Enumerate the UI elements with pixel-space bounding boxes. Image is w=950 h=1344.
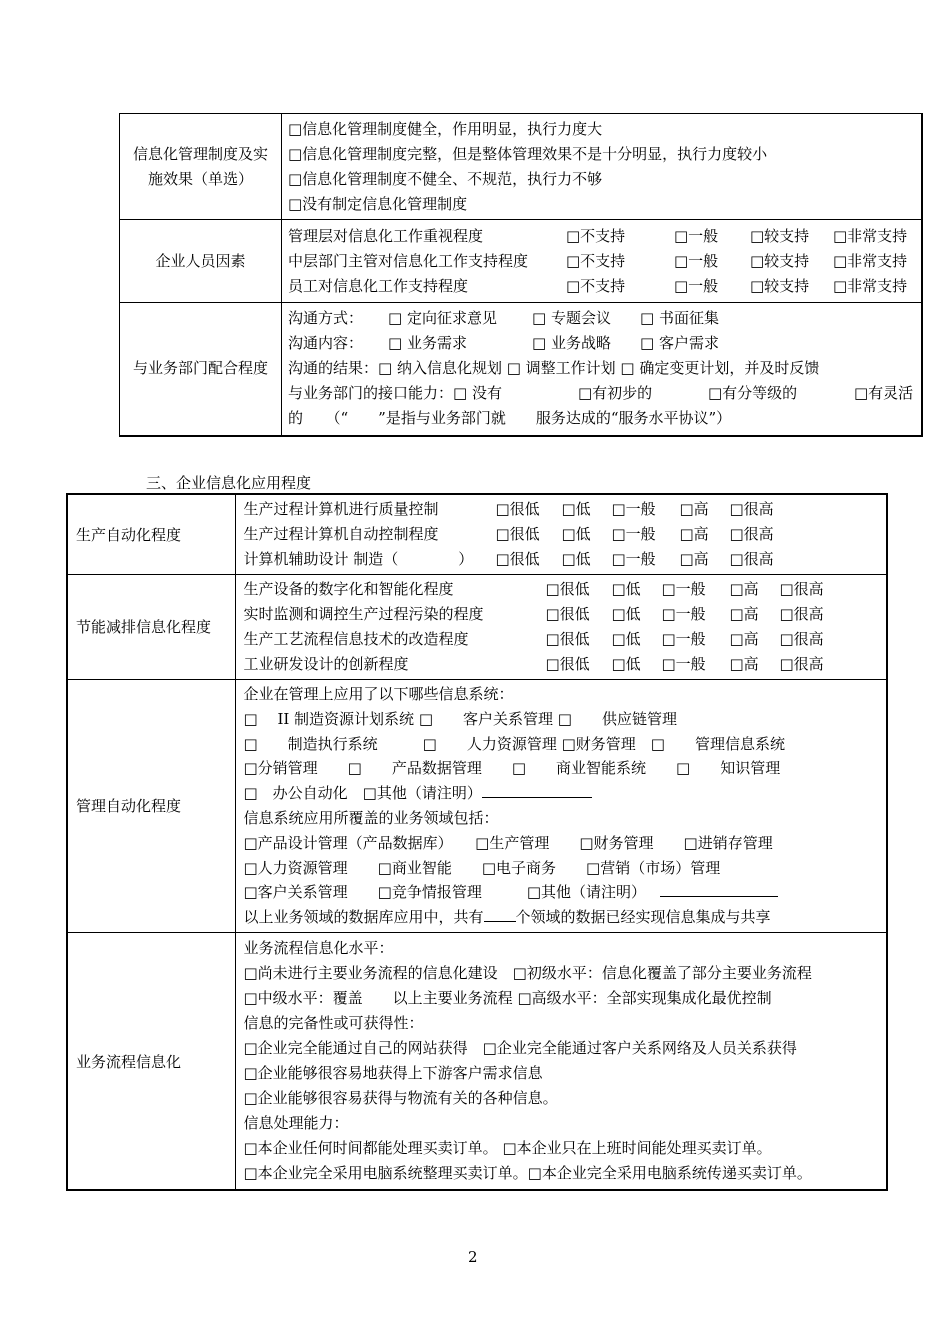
application-level-table bbox=[66, 493, 888, 1191]
info-management-table bbox=[119, 113, 923, 437]
checkbox-option[interactable]: □非常支持 bbox=[833, 226, 908, 245]
grid-line bbox=[288, 274, 915, 299]
checkbox-option[interactable]: □很低 bbox=[495, 525, 540, 543]
checkbox-option[interactable]: □较支持 bbox=[750, 251, 810, 270]
option-line[interactable]: □尚未进行主要业务流程的信息化建设 □初级水平：信息化覆盖了部分主要业务流程 bbox=[243, 964, 812, 983]
checkbox-option[interactable]: □高 bbox=[729, 655, 759, 673]
checkbox-option[interactable]: □低 bbox=[561, 550, 591, 568]
option-line[interactable]: □没有制定信息化管理制度 bbox=[288, 194, 468, 213]
grid-line bbox=[288, 224, 915, 249]
checkbox-option[interactable]: □较支持 bbox=[750, 276, 810, 295]
option-line[interactable]: □企业完全能通过自己的网站获得 □企业完全能通过客户关系网络及人员关系获得 bbox=[243, 1039, 797, 1058]
row-label bbox=[67, 575, 235, 680]
table-row bbox=[120, 303, 922, 436]
checkbox-option[interactable]: □一般 bbox=[611, 500, 656, 518]
checkbox-option[interactable]: □ 客户需求 bbox=[640, 334, 719, 353]
grid-item-label: 实时监测和调控生产过程污染的程度 bbox=[243, 605, 484, 623]
checkbox-option[interactable]: □高 bbox=[679, 500, 709, 518]
question-heading: 信息的完备性或可获得性： bbox=[243, 1014, 424, 1033]
option-line[interactable]: □企业能够很容易地获得上下游客户需求信息 bbox=[243, 1064, 543, 1083]
options-cell bbox=[282, 114, 922, 220]
checkbox-option[interactable]: □很高 bbox=[729, 550, 774, 568]
comm-content-label: 沟通内容： bbox=[288, 334, 364, 353]
other-input-blank[interactable] bbox=[660, 882, 778, 897]
count-line bbox=[244, 905, 879, 930]
grid-item-label: 生产设备的数字化和智能化程度 bbox=[243, 580, 454, 598]
row-label-text: 企业人员因素 bbox=[155, 251, 246, 270]
option-line[interactable]: □企业能够很容易获得与物流有关的各种信息。 bbox=[243, 1089, 558, 1108]
checkbox-option[interactable]: 与业务部门的接口能力：□ 没有 bbox=[288, 384, 502, 403]
option-line[interactable]: □信息化管理制度不健全、不规范，执行力不够 bbox=[288, 169, 603, 188]
option-line[interactable]: □产品设计管理（产品数据库） □生产管理 □财务管理 □进销存管理 bbox=[243, 833, 773, 852]
table-row bbox=[67, 932, 887, 1190]
checkbox-option[interactable]: □高 bbox=[729, 605, 759, 623]
checkbox-option[interactable]: □低 bbox=[611, 605, 641, 623]
row-label bbox=[120, 303, 282, 436]
grid-line bbox=[244, 547, 879, 572]
option-line[interactable]: □ II 制造资源计划系统 □ 客户关系管理 □ 供应链管理 bbox=[243, 709, 677, 728]
grid-line bbox=[288, 381, 915, 406]
checkbox-option[interactable]: □很低 bbox=[495, 500, 540, 518]
row-label bbox=[120, 114, 282, 220]
checkbox-option[interactable]: □有分等级的 bbox=[708, 384, 798, 403]
table-row bbox=[67, 575, 887, 680]
checkbox-option[interactable]: □低 bbox=[561, 500, 591, 518]
checkbox-option[interactable]: □一般 bbox=[611, 525, 656, 543]
checkbox-option[interactable]: □很高 bbox=[779, 605, 824, 623]
checkbox-option[interactable]: □低 bbox=[611, 580, 641, 598]
checkbox-option[interactable]: □一般 bbox=[661, 580, 706, 598]
grid-line bbox=[244, 577, 879, 602]
row-label-text: 业务流程信息化 bbox=[76, 1052, 182, 1071]
checkbox-option[interactable]: □ 专题会议 bbox=[532, 309, 611, 328]
checkbox-option[interactable]: □ 定向征求意见 bbox=[388, 309, 497, 328]
checkbox-option[interactable]: □ 业务需求 bbox=[388, 334, 467, 353]
checkbox-option[interactable]: □低 bbox=[611, 630, 641, 648]
grid-line bbox=[288, 331, 915, 356]
option-line bbox=[244, 781, 879, 806]
row-label-text: 生产自动化程度 bbox=[76, 526, 182, 544]
grid-item-label: 计算机辅助设计 制造（ ） bbox=[243, 550, 474, 568]
other-option[interactable]: □客户关系管理 □竞争情报管理 □其他（请注明） bbox=[243, 883, 647, 902]
checkbox-option[interactable]: □一般 bbox=[661, 655, 706, 673]
option-line[interactable]: □信息化管理制度健全，作用明显，执行力度大 bbox=[288, 119, 603, 138]
checkbox-option[interactable]: □一般 bbox=[661, 630, 706, 648]
option-line[interactable]: □分销管理 □ 产品数据管理 □ 商业智能系统 □ 知识管理 bbox=[243, 759, 781, 778]
checkbox-option[interactable]: □很高 bbox=[779, 580, 824, 598]
checkbox-option[interactable]: □很低 bbox=[545, 605, 590, 623]
question-heading: 业务流程信息化水平： bbox=[243, 939, 394, 958]
options-cell bbox=[235, 494, 887, 575]
other-option[interactable]: □ 办公自动化 □其他（请注明） bbox=[243, 784, 482, 803]
grid-item-label: 员工对信息化工作支持程度 bbox=[288, 276, 469, 295]
table-row bbox=[120, 220, 922, 303]
grid-line bbox=[244, 602, 879, 627]
grid-line bbox=[244, 522, 879, 547]
checkbox-option[interactable]: □不支持 bbox=[566, 251, 626, 270]
option-line[interactable]: □本企业完全采用电脑系统整理买卖订单。□本企业完全采用电脑系统传递买卖订单。 bbox=[243, 1164, 812, 1183]
checkbox-option[interactable]: □很高 bbox=[729, 525, 774, 543]
grid-line bbox=[244, 497, 879, 522]
checkbox-option[interactable]: □有灵活 bbox=[854, 384, 914, 403]
page-number: 2 bbox=[468, 1248, 478, 1266]
count-prefix: 以上业务领域的数据库应用中，共有 bbox=[243, 908, 484, 927]
grid-item-label: 生产工艺流程信息技术的改造程度 bbox=[243, 630, 469, 648]
comm-method-label: 沟通方式： bbox=[288, 309, 364, 328]
question-heading: 信息系统应用所覆盖的业务领域包括： bbox=[243, 808, 499, 827]
section-title: 三、企业信息化应用程度 bbox=[146, 474, 312, 492]
checkbox-option[interactable]: □较支持 bbox=[750, 226, 810, 245]
question-heading: 企业在管理上应用了以下哪些信息系统： bbox=[243, 685, 514, 703]
checkbox-option[interactable]: □低 bbox=[561, 525, 591, 543]
checkbox-option[interactable]: □低 bbox=[611, 655, 641, 673]
option-line[interactable]: □本企业任何时间都能处理买卖订单。 □本企业只在上班时间能处理买卖订单。 bbox=[243, 1139, 772, 1158]
checkbox-option[interactable]: □一般 bbox=[674, 251, 719, 270]
comm-result-line[interactable]: 沟通的结果：□ 纳入信息化规划 □ 调整工作计划 □ 确定变更计划，并及时反馈 bbox=[288, 359, 820, 378]
table-row bbox=[67, 680, 887, 933]
option-line[interactable]: □ 制造执行系统 □ 人力资源管理 □财务管理 □ 管理信息系统 bbox=[243, 734, 785, 753]
row-label-text: 与业务部门配合程度 bbox=[132, 359, 268, 378]
row-label bbox=[67, 494, 235, 575]
count-suffix: 个领域的数据已经实现信息集成与共享 bbox=[515, 908, 771, 927]
other-input-blank[interactable] bbox=[482, 783, 592, 798]
checkbox-option[interactable]: □不支持 bbox=[566, 276, 626, 295]
row-label-text: 信息化管理制度及实施效果（单选） bbox=[132, 144, 268, 188]
option-line[interactable]: □信息化管理制度完整，但是整体管理效果不是十分明显，执行力度较小 bbox=[288, 144, 768, 163]
option-line bbox=[244, 880, 879, 905]
options-cell bbox=[235, 575, 887, 680]
grid-item-label: 中层部门主管对信息化工作支持程度 bbox=[288, 251, 529, 270]
checkbox-option[interactable]: □很低 bbox=[545, 630, 590, 648]
grid-line bbox=[288, 249, 915, 274]
checkbox-option[interactable]: □非常支持 bbox=[833, 251, 908, 270]
checkbox-option[interactable]: □高 bbox=[679, 525, 709, 543]
checkbox-option[interactable]: □很高 bbox=[779, 655, 824, 673]
checkbox-option[interactable]: □非常支持 bbox=[833, 276, 908, 295]
grid-item-label: 生产过程计算机进行质量控制 bbox=[243, 500, 439, 518]
checkbox-option[interactable]: □很低 bbox=[495, 550, 540, 568]
checkbox-option[interactable]: □很低 bbox=[545, 580, 590, 598]
checkbox-option[interactable]: □很低 bbox=[545, 655, 590, 673]
grid-line bbox=[288, 306, 915, 331]
options-cell bbox=[235, 680, 887, 933]
grid-line bbox=[244, 652, 879, 677]
option-line[interactable]: □中级水平：覆盖 以上主要业务流程 □高级水平：全部实现集成化最优控制 bbox=[243, 989, 772, 1008]
checkbox-option[interactable]: □有初步的 bbox=[578, 384, 653, 403]
checkbox-option[interactable]: □ 书面征集 bbox=[640, 309, 719, 328]
table-row bbox=[120, 114, 922, 220]
checkbox-option[interactable]: □一般 bbox=[674, 276, 719, 295]
checkbox-option[interactable]: □高 bbox=[729, 630, 759, 648]
checkbox-option[interactable]: □一般 bbox=[611, 550, 656, 568]
row-label-text: 管理自动化程度 bbox=[76, 797, 182, 816]
checkbox-option[interactable]: □很高 bbox=[779, 630, 824, 648]
options-cell bbox=[235, 932, 887, 1190]
checkbox-option[interactable]: □高 bbox=[679, 550, 709, 568]
row-label bbox=[67, 932, 235, 1190]
row-label bbox=[67, 680, 235, 933]
options-cell bbox=[282, 220, 922, 303]
row-label bbox=[120, 220, 282, 303]
count-input-blank[interactable] bbox=[484, 907, 516, 922]
grid-item-label: 生产过程计算机自动控制程度 bbox=[243, 525, 439, 543]
checkbox-option[interactable]: □ 业务战略 bbox=[532, 334, 611, 353]
question-heading: 信息处理能力： bbox=[243, 1114, 349, 1133]
checkbox-option[interactable]: □不支持 bbox=[566, 226, 626, 245]
table-row bbox=[67, 494, 887, 575]
checkbox-option[interactable]: □高 bbox=[729, 580, 759, 598]
checkbox-option[interactable]: □很高 bbox=[729, 500, 774, 518]
row-label-text: 节能减排信息化程度 bbox=[76, 617, 212, 636]
options-cell bbox=[282, 303, 922, 436]
checkbox-option[interactable]: □一般 bbox=[674, 226, 719, 245]
grid-line bbox=[244, 627, 879, 652]
grid-item-label: 管理层对信息化工作重视程度 bbox=[288, 226, 484, 245]
option-line[interactable]: □人力资源管理 □商业智能 □电子商务 □营销（市场）管理 bbox=[243, 858, 721, 877]
checkbox-option[interactable]: □一般 bbox=[661, 605, 706, 623]
grid-item-label: 工业研发设计的创新程度 bbox=[243, 655, 409, 673]
interface-tail-line: 的 （“ ”是指与业务部门就 服务达成的“服务水平协议”） bbox=[288, 409, 732, 428]
